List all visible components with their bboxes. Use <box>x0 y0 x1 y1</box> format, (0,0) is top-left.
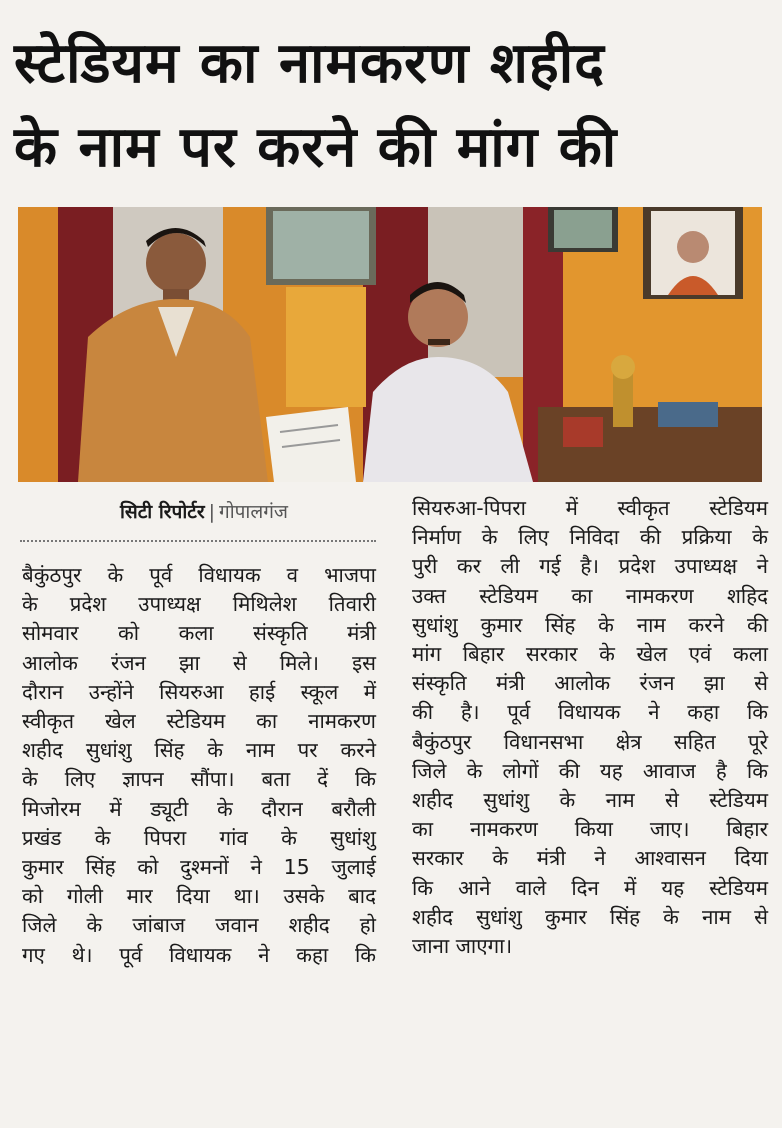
byline-divider <box>20 540 376 542</box>
article-line: शहीद सुधांशु सिंह के नाम पर करने <box>22 738 376 763</box>
headline-line-1: स्टेडियम का नामकरण शहीद <box>14 31 605 96</box>
article-line: बैकुंठपुर के पूर्व विधायक व भाजपा <box>22 563 376 587</box>
article-line: प्रखंड के पिपरा गांव के सुधांशु <box>22 825 376 850</box>
byline <box>18 492 390 532</box>
article-line: जिले के लोगों की यह आवाज है कि <box>412 758 768 783</box>
article-line: बैकुंठपुर विधानसभा क्षेत्र सहित पूरे <box>412 729 768 754</box>
article-column-right <box>412 494 768 961</box>
article-line: जाना जाएगा। <box>412 934 513 959</box>
article-line: गए थे। पूर्व विधायक ने कहा कि <box>22 942 376 967</box>
article-line: सरकार के मंत्री ने आश्वासन दिया <box>412 846 768 871</box>
article-line: दौरान उन्होंने सियरुआ हाई स्कूल में <box>22 679 376 704</box>
article-line: के लिए ज्ञापन सौंपा। बता दें कि <box>22 767 376 792</box>
article-line: मिजोरम में ड्यूटी के दौरान बरौली <box>22 796 376 821</box>
article-line: सुधांशु कुमार सिंह के नाम करने की <box>412 612 768 637</box>
article-line: के प्रदेश उपाध्यक्ष मिथिलेश तिवारी <box>22 592 376 617</box>
headline-line-2: के नाम पर करने की मांग की <box>14 115 618 180</box>
headline <box>14 22 770 190</box>
article-line: सोमवार को कला संस्कृति मंत्री <box>22 621 376 646</box>
article-line: शहीद सुधांशु के नाम से स्टेडियम <box>412 788 768 813</box>
article-line: कुमार सिंह को दुश्मनों ने 15 जुलाई <box>22 855 376 880</box>
article-line: निर्माण के लिए निविदा की प्रक्रिया के <box>412 525 768 550</box>
article-column-left <box>22 561 376 970</box>
article-line: का नामकरण किया जाए। बिहार <box>412 817 768 842</box>
article-line: स्वीकृत खेल स्टेडियम का नामकरण <box>22 709 376 734</box>
article-line: सियरुआ-पिपरा में स्वीकृत स्टेडियम <box>412 496 768 520</box>
article-line: कि आने वाले दिन में यह स्टेडियम <box>412 875 768 900</box>
byline-separator: | <box>208 501 216 523</box>
article-line: संस्कृति मंत्री आलोक रंजन झा से <box>412 671 768 696</box>
article-line: को गोली मार दिया था। उसके बाद <box>22 884 376 909</box>
article-line: शहीद सुधांशु कुमार सिंह के नाम से <box>412 904 768 929</box>
article-line: उक्त स्टेडियम का नामकरण शहिद <box>412 583 768 608</box>
article-line: पुरी कर ली गई है। प्रदेश उपाध्यक्ष ने <box>412 554 768 579</box>
article-line: आलोक रंजन झा से मिले। इस <box>22 650 376 675</box>
article-line: की है। पूर्व विधायक ने कहा कि <box>412 700 768 725</box>
article-line: जिले के जांबाज जवान शहीद हो <box>22 913 376 938</box>
news-photo <box>18 207 762 482</box>
reporter-name: सिटी रिपोर्टर <box>119 501 205 523</box>
article-line: मांग बिहार सरकार के खेल एवं कला <box>412 642 768 667</box>
byline-location: गोपालगंज <box>219 501 289 523</box>
